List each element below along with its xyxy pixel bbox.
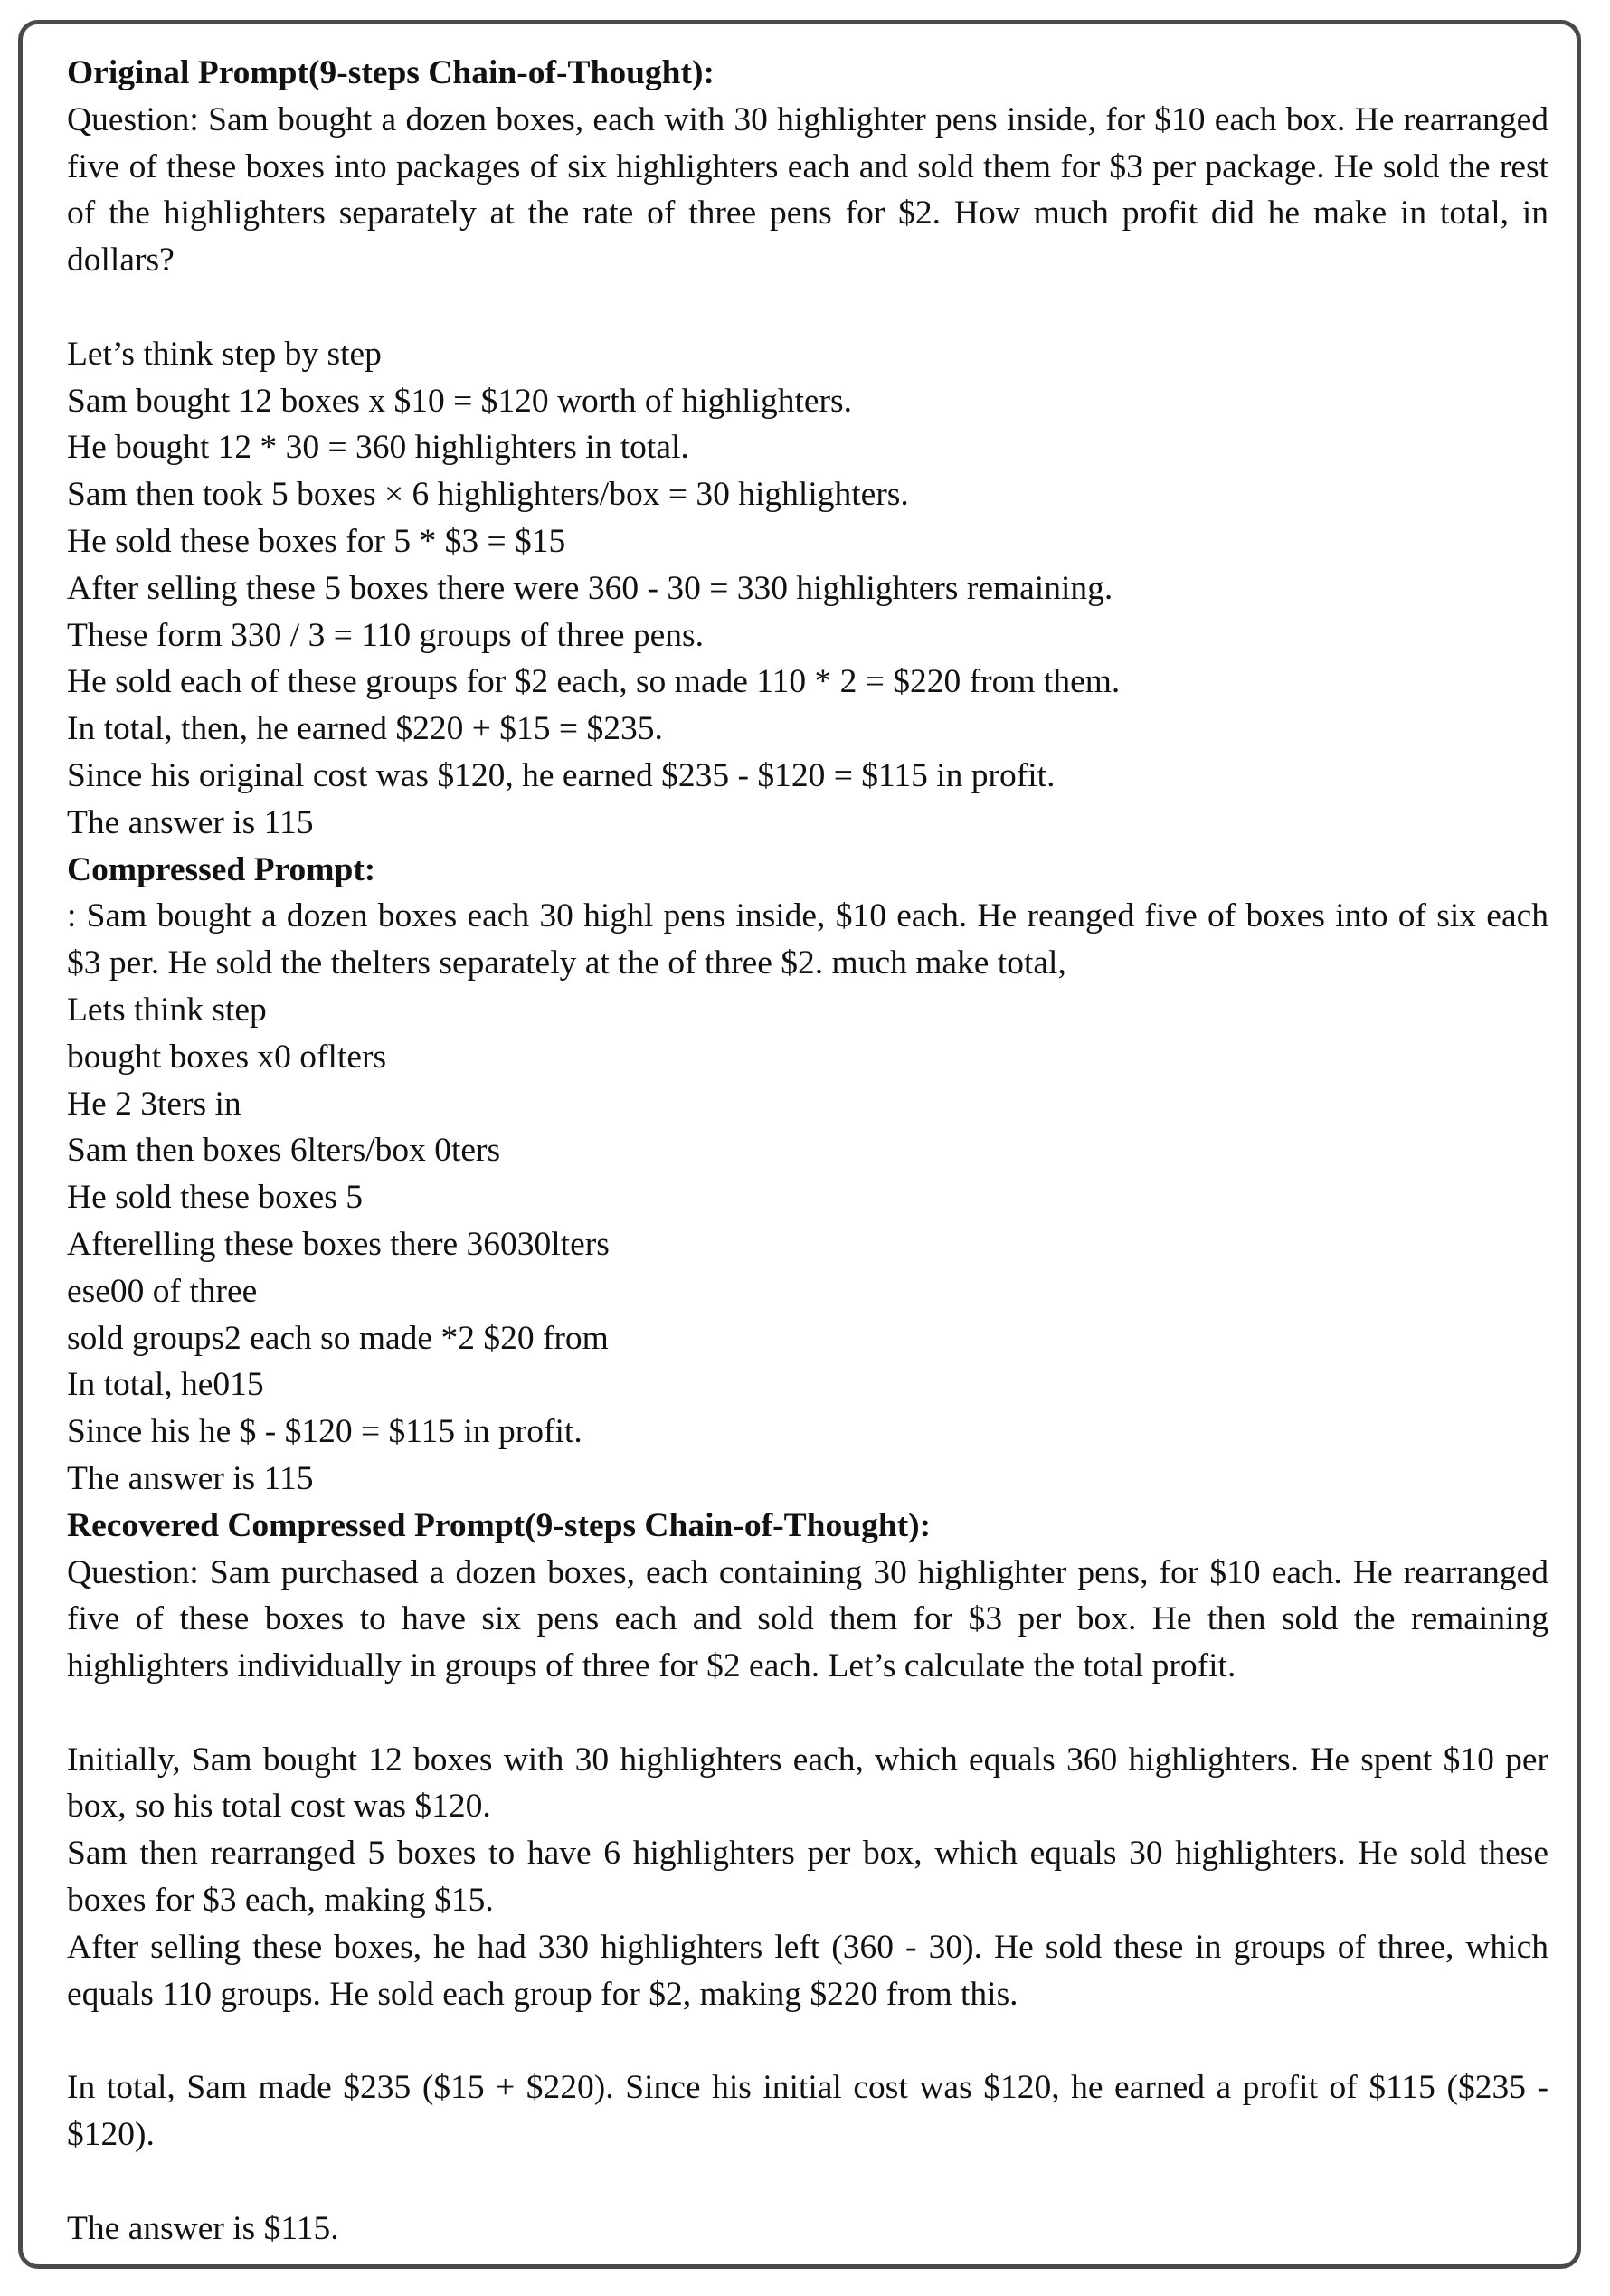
original-step: He bought 12 * 30 = 360 highlighters in total.	[67, 429, 689, 467]
compressed-step: Afterelling these boxes there 36030lters	[67, 1225, 610, 1263]
original-step: Sam then took 5 boxes × 6 highlighters/box = 30 highlighters.	[67, 476, 909, 514]
spacer	[67, 1690, 1548, 1737]
original-step: After selling these 5 boxes there were 360 - 30 = 330 highlighters remaining.	[67, 569, 1113, 607]
original-prompt-section	[67, 50, 1548, 847]
original-step: In total, then, he earned $220 + $15 = $235.	[67, 710, 663, 748]
recovered-prompt-section	[67, 1503, 1548, 2253]
recovered-paragraph: In total, Sam made $235 ($15 + $220). Since his initial cost was $120, he earned a profit of $115 ($235 - $120).	[67, 2069, 1548, 2154]
compressed-step: Sam then boxes 6lters/box 0ters	[67, 1132, 501, 1170]
original-step: Since his original cost was $120, he earned $235 - $120 = $115 in profit.	[67, 756, 1056, 794]
original-step: These form 330 / 3 = 110 groups of three pens.	[67, 616, 704, 654]
original-step: He sold these boxes for 5 * $3 = $15	[67, 522, 566, 560]
original-step: He sold each of these groups for $2 each, so made 110 * 2 = $220 from them.	[67, 663, 1121, 701]
compressed-prompt-section	[67, 847, 1548, 1503]
compressed-step: bought boxes x0 oflters	[67, 1038, 387, 1076]
spacer	[67, 284, 1548, 331]
recovered-prompt-heading: Recovered Compressed Prompt(9-steps Chain-of-Thought):	[67, 1506, 932, 1544]
original-step: Sam bought 12 boxes x $10 = $120 worth of highlighters.	[67, 382, 852, 420]
prompt-comparison-box	[18, 20, 1581, 2269]
document-content	[67, 50, 1548, 2252]
compressed-step: He 2 3ters in	[67, 1085, 242, 1123]
original-question: Question: Sam bought a dozen boxes, each with 30 highlighter pens inside, for $10 each box. He rearranged five of these boxes into packages of six highlighters each and sold them for $3 per package. He sold the rest of the highlighters separately at the rate of three pens for $2. How much profit did he make in total, in dollars?	[67, 100, 1548, 280]
spacer	[67, 2158, 1548, 2206]
compressed-step: Since his he $ - $120 = $115 in profit.	[67, 1413, 582, 1451]
recovered-paragraph: Sam then rearranged 5 boxes to have 6 highlighters per box, which equals 30 highlighters. He sold these boxes for $3 each, making $15.	[67, 1835, 1548, 1920]
compressed-question: : Sam bought a dozen boxes each 30 highl pens inside, $10 each. He reanged five of boxes into of six each $3 per. He sold the thelters separately at the of three $2. much make total,	[67, 897, 1548, 982]
compressed-step: He sold these boxes 5	[67, 1179, 364, 1217]
compressed-step: ese00 of three	[67, 1272, 258, 1310]
compressed-step: Lets think step	[67, 991, 267, 1029]
spacer	[67, 2017, 1548, 2064]
compressed-step: sold groups2 each so made *2 $20 from	[67, 1319, 609, 1357]
recovered-paragraph: Initially, Sam bought 12 boxes with 30 highlighters each, which equals 360 highlighters. He spent $10 per box, so his total cost was $120.	[67, 1741, 1548, 1826]
recovered-question: Question: Sam purchased a dozen boxes, each containing 30 highlighter pens, for $10 each. He rearranged five of these boxes to have six pens each and sold them for $3 per box. He then sold the remaining highlighters individually in groups of three for $2 each. Let’s calculate the total profit.	[67, 1553, 1548, 1685]
original-answer: The answer is 115	[67, 803, 314, 841]
compressed-step: In total, he015	[67, 1366, 264, 1404]
original-prompt-heading: Original Prompt(9-steps Chain-of-Thought):	[67, 54, 715, 91]
recovered-answer: The answer is $115.	[67, 2209, 339, 2247]
compressed-answer: The answer is 115	[67, 1459, 314, 1497]
recovered-paragraph: After selling these boxes, he had 330 highlighters left (360 - 30). He sold these in groups of three, which equals 110 groups. He sold each group for $2, making $220 from this.	[67, 1928, 1548, 2013]
original-step: Let’s think step by step	[67, 335, 382, 373]
compressed-prompt-heading: Compressed Prompt:	[67, 850, 376, 888]
